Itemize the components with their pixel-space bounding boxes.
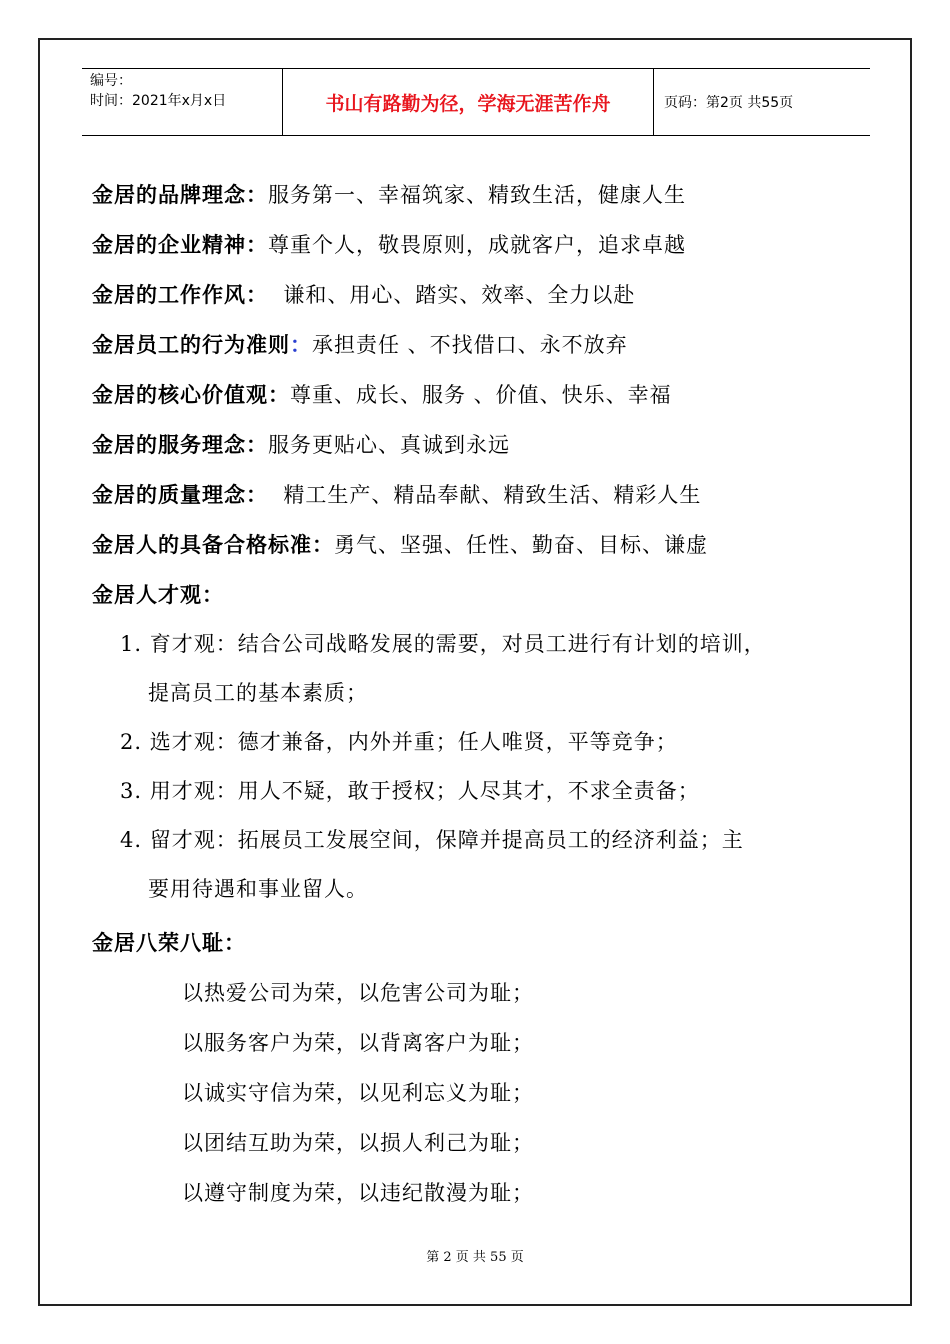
talent-item-1 bbox=[92, 620, 882, 718]
header-page-info: 页码：第2页 共55页 bbox=[664, 95, 794, 111]
talent-item-3 bbox=[92, 767, 882, 816]
service-concept-row bbox=[92, 420, 882, 470]
item-text: 选才观：德才兼备，内外并重；任人唯贤，平等竞争； bbox=[149, 730, 678, 754]
honor-line: 以团结互助为荣，以损人利己为耻； bbox=[182, 1131, 534, 1155]
qualification-standard-row bbox=[92, 520, 882, 570]
row-label: 金居的工作作风： bbox=[92, 283, 268, 307]
row-label: 金居的质量理念： bbox=[92, 483, 268, 507]
item-text-continued: 要用待遇和事业留人。 bbox=[148, 877, 368, 901]
row-text: 尊重、成长、服务 、价值、快乐、幸福 bbox=[290, 383, 672, 407]
document-date: 时间：2021年x月x日 bbox=[90, 93, 227, 109]
row-label: 金居的核心价值观： bbox=[92, 383, 290, 407]
quality-concept-row bbox=[92, 470, 882, 520]
header-meta bbox=[82, 69, 282, 135]
row-text: 精工生产、精品奉献、精致生活、精彩人生 bbox=[268, 483, 702, 507]
row-text: 服务第一、幸福筑家、精致生活，健康人生 bbox=[268, 183, 686, 207]
enterprise-spirit-row bbox=[92, 220, 882, 270]
page-footer: 第 2 页 共 55 页 bbox=[426, 1250, 524, 1265]
section-heading: 金居人才观： bbox=[92, 583, 224, 607]
row-label: 金居的服务理念： bbox=[92, 433, 268, 457]
item-text-continued: 提高员工的基本素质； bbox=[148, 681, 368, 705]
header-motto: 书山有路勤为径，学海无涯苦作舟 bbox=[282, 69, 654, 135]
talent-item-2 bbox=[92, 718, 882, 767]
talent-item-4 bbox=[92, 816, 882, 914]
row-text: 承担责任 、不找借口、永不放弃 bbox=[312, 333, 628, 357]
page-header bbox=[82, 68, 870, 136]
item-number: 4. bbox=[120, 828, 143, 852]
row-text: 谦和、用心、踏实、效率、全力以赴 bbox=[268, 283, 636, 307]
item-number: 2. bbox=[120, 730, 143, 754]
row-label: 金居的企业精神： bbox=[92, 233, 268, 257]
section-heading: 金居八荣八耻： bbox=[92, 931, 246, 955]
talent-heading bbox=[92, 570, 882, 620]
row-text: 服务更贴心、真诚到永远 bbox=[268, 433, 510, 457]
honor-line: 以遵守制度为荣，以违纪散漫为耻； bbox=[182, 1181, 534, 1205]
row-label: 金居的品牌理念： bbox=[92, 183, 268, 207]
conduct-code-row bbox=[92, 320, 882, 370]
item-text: 育才观：结合公司战略发展的需要，对员工进行有计划的培训， bbox=[149, 632, 766, 656]
document-number: 编号： bbox=[90, 73, 132, 89]
row-label: 金居人的具备合格标准： bbox=[92, 533, 334, 557]
honor-line: 以诚实守信为荣，以见利忘义为耻； bbox=[182, 1081, 534, 1105]
document-body bbox=[92, 170, 882, 1218]
honor-line: 以热爱公司为荣，以危害公司为耻； bbox=[182, 981, 534, 1005]
honor-heading bbox=[92, 918, 882, 968]
item-number: 3. bbox=[120, 779, 143, 803]
item-text: 用才观：用人不疑，敢于授权；人尽其才，不求全责备； bbox=[149, 779, 700, 803]
item-text: 留才观：拓展员工发展空间，保障并提高员工的经济利益；主 bbox=[149, 828, 744, 852]
row-label: 金居员工的行为准则 bbox=[92, 333, 290, 357]
row-colon: ： bbox=[290, 333, 312, 357]
item-number: 1. bbox=[120, 632, 143, 656]
row-text: 勇气、坚强、任性、勤奋、目标、谦虚 bbox=[334, 533, 708, 557]
brand-concept-row bbox=[92, 170, 882, 220]
honor-line: 以服务客户为荣，以背离客户为耻； bbox=[182, 1031, 534, 1055]
work-style-row bbox=[92, 270, 882, 320]
core-values-row bbox=[92, 370, 882, 420]
row-text: 尊重个人，敬畏原则，成就客户，追求卓越 bbox=[268, 233, 686, 257]
